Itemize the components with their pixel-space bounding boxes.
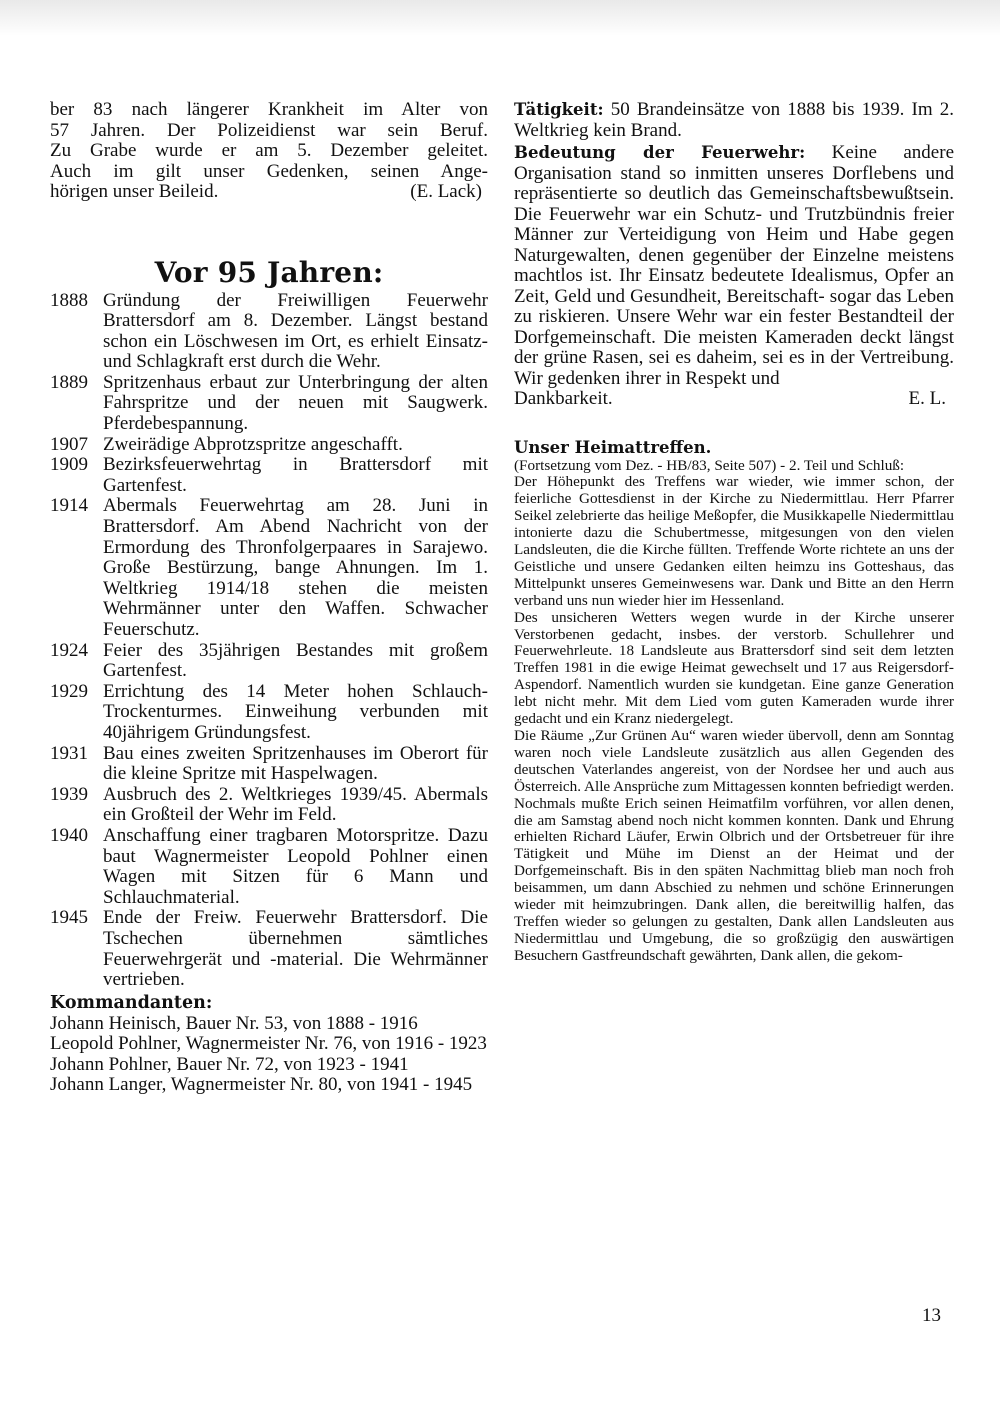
reunion-continuation-note: (Fortsetzung vom Dez. - HB/83, Seite 507) - 2. Teil und Schluß: [514,456,905,474]
obituary-line: Auch im gilt unser Gedenken, seinen Ange- [50,160,488,182]
significance-closing [514,389,954,410]
entry-text: Ende der Freiw. Feuerwehr Brattersdorf. Die Tschechen übernehmen sämtliches Feuerwehrgerät und -material. Die Wehrmänner vertrieben. [103,907,488,991]
commander-item: Johann Pohlner, Bauer Nr. 72, von 1923 - 1941 [50,1053,409,1075]
chronicle-entry [50,496,488,640]
obituary-line: Zu Grabe wurde er am 5. Dezember geleitet. [50,140,488,161]
page-top-shadow [0,0,1000,36]
entry-year: 1909 [50,454,88,476]
reunion-paragraph: Des unsicheren Wetters wegen wurde in der Kirche unserer Verstorbenen gedacht, insbes. der verstorb. Schullehrer und Feuerwehrleute. 18 Landsleute aus Brattersdorf sind seit dem letzten Treffen 1981 in die ewige Heimat gewechselt und 17 aus Reigersdorf-Aspendorf. Namentlich wurden sie kundgetan. Eine ganze Generation lebt nicht mehr. Mit dem Lied vom guten Kameraden wurde ihrer gedacht und ein Kranz niedergelegt. [514,608,954,728]
right-column [514,100,954,965]
entry-year: 1924 [50,639,88,661]
activity-label: Tätigkeit: [514,100,604,119]
entry-year: 1940 [50,824,88,846]
entry-text: Bau eines zweiten Spritzenhauses im Oberort für die kleine Spritze mit Haspelwagen. [103,742,488,785]
significance-text: Keine andere Organisation stand so inmitten unseres Dorflebens und repräsentierte so deutlich das Gemeinschaftsbewußtsein. Die Feuerwehr war ein Schutz- und Trutzbündnis freier Männer zur Verteidigung von Heim und Habe gegen Naturgewalten, denen gegenüber der Einzelne meistens machtlos ist. Ihr Einsatz bedeutete Idealismus, Opfer an Zeit, Geld und Gesundheit, Bereitschaft- sogar das Leben zu riskieren. Unsere Wehr war ein fester Bestandteil der Dorfgemeinschaft. Die meisten Kameraden deckt längst der grüne Rasen, sei es daheim, sei es in der Vertreibung. Wir gedenken ihrer in Respekt und [514,142,955,389]
chronicle-entry [50,908,488,990]
left-column [50,100,488,1096]
commander-item: Johann Heinisch, Bauer Nr. 53, von 1888 - 1916 [50,1012,418,1034]
activity-text: 50 Brandeinsätze von 1888 bis 1939. Im 2. Weltkrieg kein Brand. [514,99,954,141]
chronicle-entry [50,785,488,826]
reunion-heading: Unser Heimattreffen. [514,437,712,457]
commanders-list [50,1014,488,1096]
activity-paragraph [514,100,954,141]
chronicle-entry [50,291,488,373]
obituary-signature: (E. Lack) [410,181,482,202]
entry-text: Gründung der Freiwilligen Feuerwehr Brattersdorf am 8. Dezember. Längst bestand schon ein Löschwesen im Ort, es erhielt Einsatz- und Schlagkraft erst durch die Wehr. [103,289,488,373]
significance-signature: E. L. [908,388,946,409]
commander-item: Leopold Pohlner, Wagnermeister Nr. 76, von 1916 - 1923 [50,1033,487,1055]
entry-text: Anschaffung einer tragbaren Motorspritze. Dazu baut Wagnermeister Leopold Pohlner einen Wagen mit Sitzen für 6 Mann und Schlauchmaterial. [103,824,488,908]
obituary-line: ber 83 nach längerer Krankheit im Alter von [50,99,488,120]
entry-year: 1914 [50,495,88,517]
entry-text: Feier des 35jährigen Bestandes mit großem Gartenfest. [103,639,488,682]
chronicle-entry [50,373,488,435]
entry-year: 1888 [50,289,88,311]
reunion-paragraph: Die Räume „Zur Grünen Au“ waren wieder übervoll, denn am Sonntag waren noch viele Landsleute zusätzlich aus allen Gegenden des deutschen Vaterlandes angereist, von der Nordsee her und auch aus Österreich. Alle Ansprüche zum Mittagessen konnten befriedigt werden. Nochmals mußte Erich seinen Heimatfilm vorführen, vor allen denen, die am Samstag abend noch nicht kommen konnten. Dank und Ehrung erhielten Richard Läufer, Erwin Olbrich und der Ortsbetreuer für ihre Tätigkeit und Mühe im Dienst an der Heimat und der Dorfgemeinschaft. Bis in den späten Nachmittag blieb man noch froh beisammen, um dann Abschied zu nehmen und schöne Erinnerungen wieder mit heimzubringen. Dank allen, die bereitwillig halfen, das Treffen wieder so gelungen zu gestalten, Dank allen Landsleuten aus Niedermittlau und Umgebung, die so großzügig den auswärtigen Besuchern Gastfreundschaft gewährten, Dank allen, die gekom- [514,727,954,964]
chronicle-entry [50,435,488,456]
significance-label: Bedeutung der Feuerwehr: [514,143,806,162]
chronicle-entry [50,682,488,744]
reunion-paragraph: Der Höhepunkt des Treffens war wieder, wie immer schon, der feierliche Gottesdienst in der Kirche zu Niedermittlau. Herr Pfarrer Seikel zelebrierte das heilige Meßopfer, die Musikkapelle Niedermittlau intonierte dazu die Schubertmesse, mitgesungen von den vielen Landsleuten, die die Kirche füllten. Treffende Worte richtete an uns der Geistliche und unsere Gedanken eilten heimzu ins Gotteshaus, das Mittelpunkt unseres Gemeinwesens war. Dank und Bitte an den Herrn verband uns nun wieder hier im Hessenland. [514,473,954,609]
obituary-line: hörigen unser Beileid. [50,181,219,202]
significance-last-word: Dankbarkeit. [514,388,613,409]
section-heading: Vor 95 Jahren: [154,255,384,289]
entry-year: 1929 [50,680,88,702]
chronicle-entry [50,641,488,682]
entry-year: 1889 [50,371,88,393]
entry-year: 1931 [50,742,88,764]
entry-year: 1939 [50,783,88,805]
significance-paragraph [514,143,954,389]
entry-text: Abermals Feuerwehrtag am 28. Juni in Brattersdorf. Am Abend Nachricht von der Ermordung des Thronfolgerpaares in Sarajewo. Große Bestürzung, bange Ahnungen. Im 1. Weltkrieg 1914/18 stehen die meisten Wehrmänner unter den Waffen. Schwacher Feuerschutz. [103,495,488,640]
obituary-last-line [50,182,488,203]
chronicle-entry [50,826,488,908]
entry-text: Spritzenhaus erbaut zur Unterbringung der alten Fahrspritze und der neuen mit Saugwerk. Pferdebespannung. [103,371,488,435]
entry-text: Bezirksfeuerwehrtag in Brattersdorf mit Gartenfest. [103,454,488,496]
entry-year: 1907 [50,433,88,455]
page-number: 13 [922,1305,941,1326]
chronicle-list [50,291,488,991]
chronicle-entry [50,744,488,785]
chronicle-entry [50,455,488,496]
entry-text: Ausbruch des 2. Weltkrieges 1939/45. Abermals ein Großteil der Wehr im Feld. [103,783,488,826]
entry-year: 1945 [50,907,88,929]
obituary-line: 57 Jahren. Der Polizeidienst war sein Beruf. [50,119,488,141]
entry-text: Errichtung des 14 Meter hohen Schlauch-Trockenturmes. Einweihung verbunden mit 40jährigem Gründungsfest. [103,680,488,743]
obituary-paragraph [50,100,488,203]
commanders-heading: Kommandanten: [50,992,213,1013]
commander-item: Johann Langer, Wagnermeister Nr. 80, von 1941 - 1945 [50,1074,473,1096]
entry-text: Zweirädige Abprotzspritze angeschafft. [103,433,403,455]
